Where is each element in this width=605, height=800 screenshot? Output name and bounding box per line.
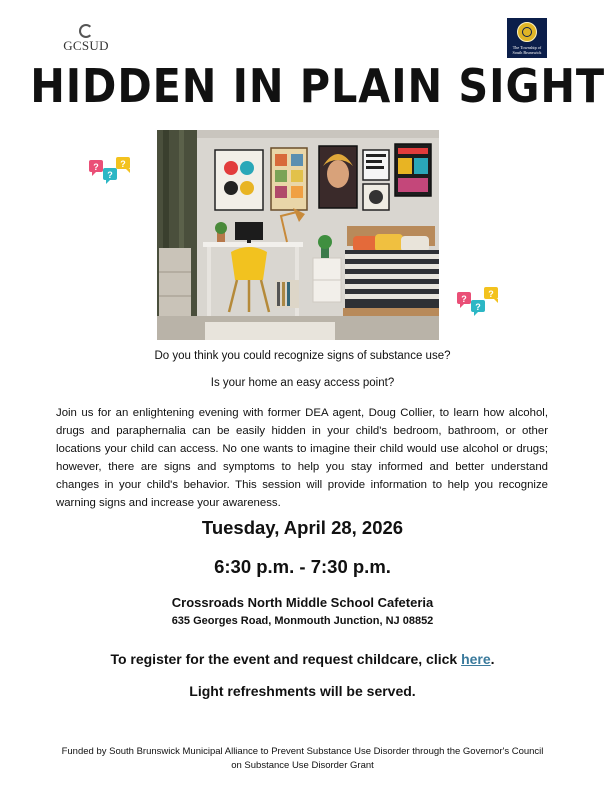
svg-text:?: ? [93,162,99,172]
svg-text:?: ? [120,159,126,169]
svg-text:?: ? [461,294,467,304]
funding-note: Funded by South Brunswick Municipal Alliance to Prevent Substance Use Disorder through the Governor's Council on Substance Use Disorder Grant [61,746,544,771]
seal-icon [517,22,537,42]
svg-text:?: ? [107,170,113,180]
bedroom-photo [157,130,439,340]
township-logo-text: The Township of South Brunswick [512,45,542,55]
gcsud-logo-text: GCSUD [63,38,109,53]
gcsud-logo [58,24,114,56]
page-title: HIDDEN IN PLAIN SIGHT [30,59,605,113]
refreshments-note: Light refreshments will be served. [189,683,416,699]
event-address: 635 Georges Road, Monmouth Junction, NJ 08852 [171,615,434,627]
event-time: 6:30 p.m. - 7:30 p.m. [214,556,391,577]
register-end: . [490,651,495,667]
event-venue: Crossroads North Middle School Cafeteria [171,595,434,610]
question-sticker-icon [456,286,504,318]
township-seal-logo [507,18,547,58]
swirl-icon [79,24,93,38]
register-text: To register for the event and request childcare, click [110,651,462,667]
svg-text:?: ? [475,302,481,312]
question-line: Do you think you could recognize signs of substance use? [154,350,451,362]
event-date: Tuesday, April 28, 2026 [201,517,404,538]
question-line: Is your home an easy access point? [210,377,395,389]
event-description: Join us for an enlightening evening with former DEA agent, Doug Collier, to learn how alcohol, drugs and paraphernalia can be easily hidden in your child's bedroom, bathroom, or other locations your child can access. No one wants to imagine their child would use alcohol or drugs; however, there are signs and symptoms to help you stay informed and better understand changes in your child's behavior. This session will provide information to help you recognize warning signs and increase your awareness. [56,407,548,509]
question-sticker-icon [88,156,136,188]
register-line [0,651,605,667]
register-link[interactable]: here [461,651,491,667]
svg-text:?: ? [488,289,494,299]
